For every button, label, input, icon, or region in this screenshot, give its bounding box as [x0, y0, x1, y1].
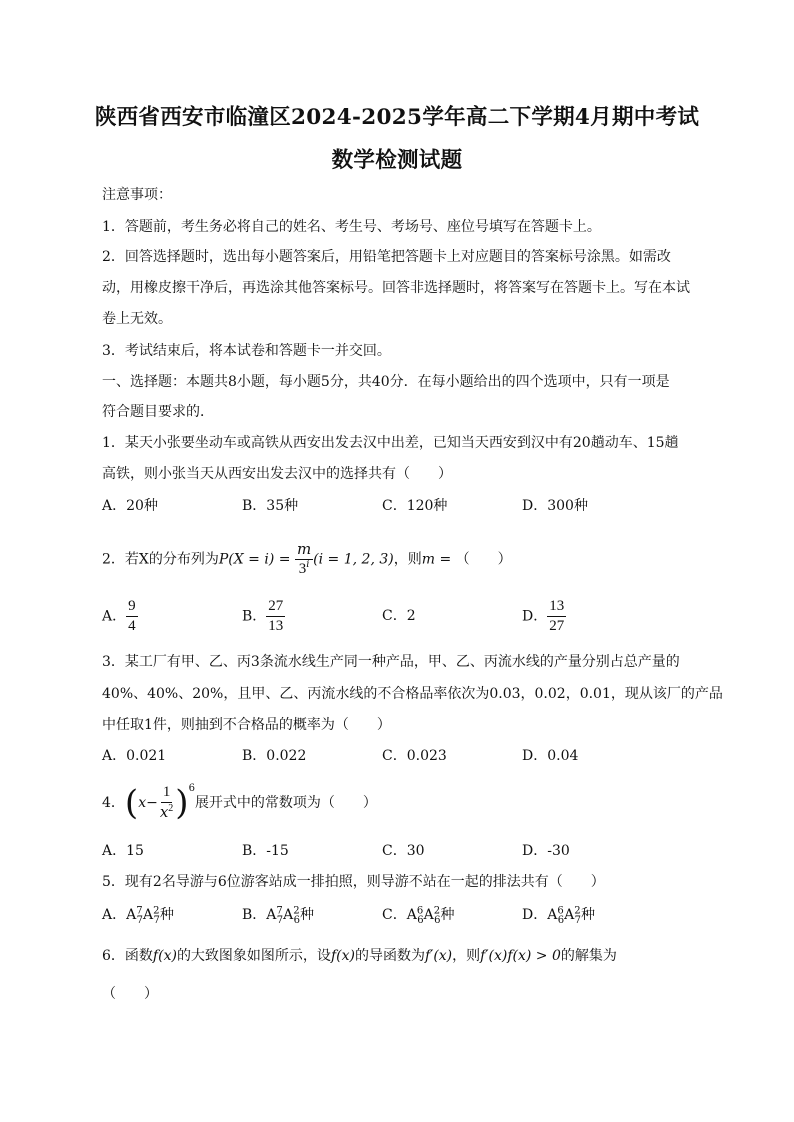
- q2-option-d-frac: [547, 598, 566, 635]
- q5-option-d-letter: D．: [522, 907, 548, 923]
- q2-frac-den-base: 3: [298, 561, 307, 577]
- q3-option-a: A．0.021: [102, 748, 167, 764]
- q5-option-b-a2-sup: 2: [293, 905, 300, 917]
- q2-index-range: (i = 1, 2, 3): [313, 551, 394, 568]
- q5-option-a-a1-sub: 7: [136, 914, 143, 926]
- exam-title-line2: 数学检测试题: [331, 148, 463, 173]
- section-1-instructions-line2: 符合题目要求的．: [102, 404, 214, 420]
- q5-stem: 5．现有2名导游与6位游客站成一排拍照，则导游不站在一起的排法共有（ ）: [102, 874, 605, 890]
- q2-suffix-b: = （ ）: [435, 551, 512, 568]
- q4-x: x: [138, 795, 147, 811]
- q1-option-c: C．120种: [382, 498, 448, 514]
- q6-mid3: ，则: [452, 948, 481, 964]
- q5-option-b-a1-sub: 7: [276, 914, 284, 926]
- notice-item-2-line1: 2．回答选择题时，选出每小题答案后，用铅笔把答题卡上对应题目的答案标号涂黑。如需改: [102, 249, 671, 265]
- q2-var: m: [421, 551, 436, 568]
- q6-fx: f(x): [152, 948, 177, 964]
- q2-option-a-frac: [126, 598, 138, 635]
- q2-prefix: 2．若X的分布列为: [102, 551, 219, 568]
- q5-option-b-a2-sub: 6: [293, 914, 301, 926]
- q4-stem: [102, 784, 377, 822]
- q2-option-b-letter: B．: [242, 608, 267, 625]
- q3-stem-line1: 3．某工厂有甲、乙、丙3条流水线生产同一种产品，甲、乙、丙流水线的产量分别占总产量的: [102, 654, 680, 670]
- q5-option-d: D．$A^6_6A^2_7$种: [522, 905, 595, 926]
- q5-option-a-tail: 种: [159, 907, 174, 923]
- notice-item-2-line3: 卷上无效。: [102, 311, 172, 327]
- q4-frac-den: [158, 803, 175, 822]
- q2-stem: [102, 541, 512, 578]
- q2-frac-den-exp: i: [306, 559, 310, 570]
- q6-suffix: 的解集为: [560, 948, 617, 964]
- q5-option-a-a2-sup: 2: [153, 905, 160, 917]
- q2-frac-den: [297, 560, 312, 578]
- q3-stem-line3: 中任取1件，则抽到不合格品的概率为（ ）: [102, 717, 391, 733]
- q4-option-c: C．30: [382, 843, 425, 859]
- q5-option-a-a1-sup: 7: [136, 905, 143, 917]
- q4-prefix: 4．: [102, 795, 125, 811]
- q5-option-c-a1-sub: 6: [417, 914, 424, 926]
- q6-fx-2: f(x): [330, 948, 355, 964]
- q5-option-a-letter: A．: [102, 907, 127, 923]
- q4-frac-den-base: x: [159, 803, 169, 821]
- q5-option-d-tail: 种: [580, 907, 595, 923]
- q6-stem-line2: （ ）: [102, 986, 158, 1002]
- q5-option-c-a1-sup: 6: [416, 905, 424, 917]
- q3-option-c: C．0.023: [382, 748, 447, 764]
- q5-option-d-a2-sub: 7: [574, 914, 581, 926]
- q3-option-b: B．0.022: [242, 748, 307, 764]
- q6-mid2: 的导函数为: [354, 948, 425, 964]
- notice-item-2-line2: 动，用橡皮擦干净后，再选涂其他答案标号。回答非选择题时，将答案写在答题卡上。写在本试: [102, 280, 690, 296]
- q4-suffix: 展开式中的常数项为（ ）: [194, 795, 377, 811]
- q3-stem-line2: 40%、40%、20%，且甲、乙、丙流水线的不合格品率依次为0.03，0.02，0.01，现从该厂的产品: [102, 686, 723, 702]
- q5-option-c: C．$A^6_6A^2_6$种: [382, 905, 455, 926]
- q2-option-a: [102, 598, 138, 635]
- q5-option-a: A．$A^7_7A^2_7$种: [102, 905, 174, 926]
- q2-option-b-frac: [266, 598, 285, 635]
- q6-stem-line1: [102, 947, 617, 965]
- q6-fpx: f′(x): [424, 948, 453, 964]
- notice-item-1: 1．答题前，考生务必将自己的姓名、考生号、考场号、座位号填写在答题卡上。: [102, 219, 601, 235]
- q1-stem-line1: 1．某天小张要坐动车或高铁从西安出发去汉中出差，已知当天西安到汉中有20趟动车、15趟: [102, 435, 679, 451]
- q2-suffix-a: ，则: [393, 551, 422, 568]
- q5-option-d-a2-sup: 2: [574, 905, 581, 917]
- exam-title-line1: 陕西省西安市临潼区2024-2025学年高二下学期4月期中考试: [94, 105, 700, 130]
- q4-minus: −: [146, 795, 158, 811]
- q4-frac-den-exp: 2: [168, 803, 174, 814]
- q2-prob-expr: P(X = i) =: [218, 551, 295, 568]
- q2-option-d: [522, 598, 566, 635]
- q2-fraction: [295, 541, 313, 578]
- q6-prefix: 6．函数: [102, 948, 153, 964]
- q4-option-a: A．15: [102, 843, 144, 859]
- q5-option-d-a1-sup: 6: [557, 905, 564, 917]
- q2-option-a-letter: A．: [102, 608, 127, 625]
- q5-option-c-a2-sup: 2: [433, 905, 441, 917]
- notice-item-3: 3．考试结束后，将本试卷和答题卡一并交回。: [102, 343, 391, 359]
- q5-option-c-tail: 种: [440, 907, 455, 923]
- notice-heading: 注意事项：: [102, 187, 172, 203]
- q5-option-c-letter: C．: [382, 907, 407, 923]
- q4-frac-num: 1: [161, 784, 173, 803]
- q4-fraction: [158, 784, 175, 822]
- q4-option-b: B．-15: [242, 843, 289, 859]
- q1-option-b: B．35种: [242, 498, 299, 514]
- q2-option-d-num: 13: [547, 598, 566, 617]
- q3-option-d: D．0.04: [522, 748, 579, 764]
- q2-option-a-den: 4: [128, 618, 136, 634]
- q5-option-c-a2-sub: 6: [434, 914, 441, 926]
- q4-option-d: D．-30: [522, 843, 570, 859]
- q5-option-d-a1-sub: 6: [557, 914, 565, 926]
- q2-option-a-num: 9: [126, 598, 138, 617]
- q2-option-d-den: 27: [549, 618, 565, 634]
- q2-frac-num: m: [296, 540, 312, 558]
- q1-stem-line2: 高铁，则小张当天从西安出发去汉中的选择共有（ ）: [102, 466, 452, 482]
- q1-option-d: D．300种: [522, 498, 588, 514]
- q5-option-b: B．$A^7_7A^2_6$种: [242, 905, 315, 926]
- q4-right-paren: ): [175, 783, 189, 823]
- q2-option-d-letter: D．: [522, 608, 548, 625]
- q4-power: 6: [188, 783, 195, 795]
- q5-option-b-tail: 种: [300, 907, 315, 923]
- q6-inequality: f′(x)f(x) > 0: [480, 948, 561, 964]
- q5-option-a-a2-sub: 7: [153, 914, 160, 926]
- q5-option-b-a1-sup: 7: [276, 905, 283, 917]
- q2-option-b: [242, 598, 285, 635]
- q2-option-b-num: 27: [266, 598, 285, 617]
- q1-option-a: A．20种: [102, 498, 158, 514]
- q2-option-c: C．2: [382, 608, 416, 624]
- q4-left-paren: (: [124, 783, 139, 823]
- q6-mid1: 的大致图象如图所示，设: [176, 948, 331, 964]
- q2-option-b-den: 13: [268, 618, 284, 634]
- q5-option-b-letter: B．: [242, 907, 267, 923]
- section-1-instructions-line1: 一、选择题：本题共8小题，每小题5分，共40分．在每小题给出的四个选项中，只有一项是: [102, 374, 670, 390]
